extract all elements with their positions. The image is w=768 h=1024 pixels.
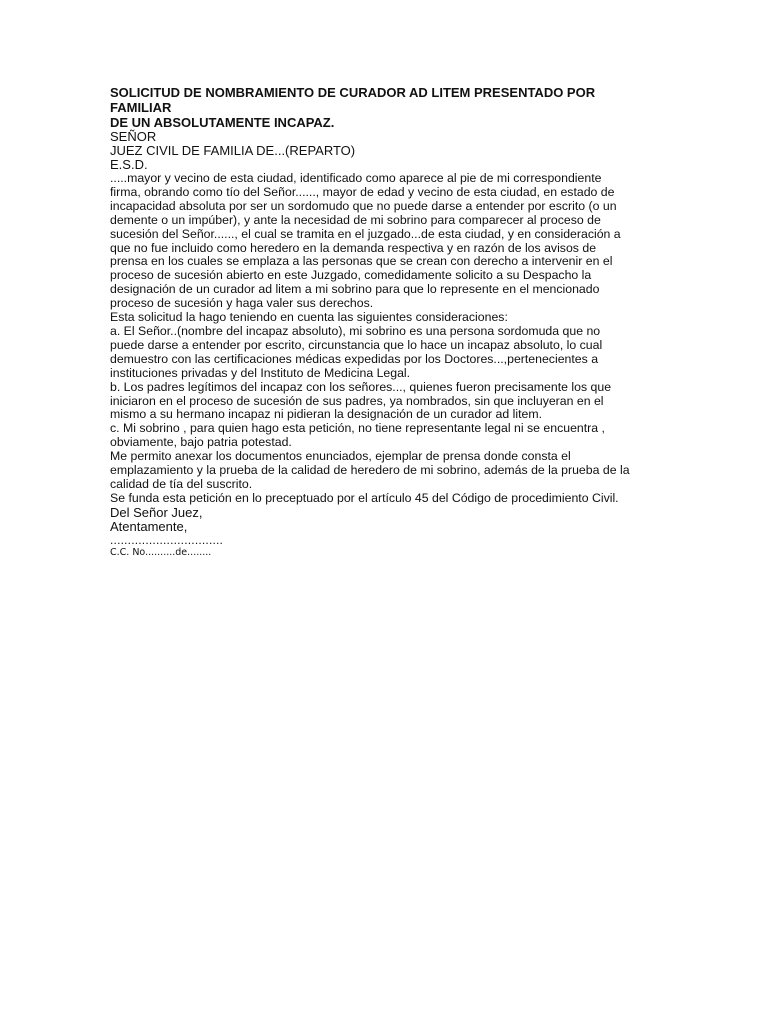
document-title-line-2: DE UN ABSOLUTAMENTE INCAPAZ. — [110, 115, 335, 130]
body-line: puede darse a entender por escrito, circunstancia que lo hace un incapaz absoluto, lo cual — [110, 337, 603, 352]
body-line: demente o un impúber), y ante la necesidad de mi sobrino para comparecer al proceso de — [110, 212, 601, 227]
body-line: a. El Señor..(nombre del incapaz absoluto), mi sobrino es una persona sordomuda que no — [110, 323, 601, 338]
document-page — [110, 85, 658, 560]
body-line: demuestro con las certificaciones médicas expedidas por los Doctores...,pertenecientes a — [110, 351, 599, 366]
body-line: Esta solicitud la hago teniendo en cuenta las siguientes consideraciones: — [110, 310, 508, 325]
body-line: Se funda esta petición en lo preceptuado por el artículo 45 del Código de procedimiento Civil. — [110, 490, 619, 505]
document-title-line-1: SOLICITUD DE NOMBRAMIENTO DE CURADOR AD LITEM PRESENTADO POR FAMILIAR — [110, 85, 596, 115]
document-body — [110, 172, 658, 506]
body-line: obviamente, bajo patria potestad. — [110, 435, 292, 450]
body-line: Me permito anexar los documentos enunciados, ejemplar de prensa donde consta el — [110, 449, 571, 464]
body-line: .....mayor y vecino de esta ciudad, identificado como aparece al pie de mi correspondiente — [110, 171, 602, 185]
body-line: instituciones privadas y del Instituto de Medicina Legal. — [110, 365, 411, 380]
body-line: proceso de sucesión abierto en este Juzgado, comedidamente solicito a su Despacho la — [110, 268, 592, 283]
body-line: emplazamiento y la prueba de la calidad de heredero de mi sobrino, además de la prueba de la — [110, 463, 630, 478]
addressee-salutation: SEÑOR — [110, 129, 157, 144]
body-line: b. Los padres legítimos del incapaz con los señores..., quienes fueron precisamente los que — [110, 379, 612, 394]
body-line: sucesión del Señor......, el cual se tramita en el juzgado...de esta ciudad, y en consideración a — [110, 226, 621, 241]
addressee-court: JUEZ CIVIL DE FAMILIA DE...(REPARTO) — [110, 143, 356, 158]
closing-signoff: Atentamente, — [110, 518, 188, 534]
closing-line: Del Señor Juez, — [110, 504, 203, 520]
body-line: designación de un curador ad litem a mi sobrino para que lo represente en el mencionado — [110, 282, 600, 297]
body-line: que no fue incluido como heredero en la demanda respectiva y en razón de los avisos de — [110, 240, 597, 255]
id-number-line: C.C. No..........de........ — [110, 546, 212, 558]
body-line: incapacidad absoluta por ser un sordomudo que no puede darse a entender por escrito (o un — [110, 198, 617, 213]
body-line: iniciaron en el proceso de sucesión de sus padres, ya nombrados, sin que incluyeran en el — [110, 393, 604, 408]
body-line: proceso de sucesión y haga valer sus derechos. — [110, 296, 374, 311]
signature-line: ................................ — [110, 532, 224, 547]
body-line: c. Mi sobrino , para quien hago esta petición, no tiene representante legal ni se encuentra , — [110, 421, 605, 436]
addressee-esd: E.S.D. — [110, 157, 148, 172]
body-line: mismo a su hermano incapaz ni pidieran la designación de un curador ad litem. — [110, 407, 543, 422]
body-line: calidad de tía del suscrito. — [110, 476, 253, 491]
body-line: firma, obrando como tío del Señor......, mayor de edad y vecino de esta ciudad, en estado de — [110, 184, 615, 199]
body-line: prensa en los cuales se emplaza a las personas que se crean con derecho a intervenir en el — [110, 254, 613, 269]
